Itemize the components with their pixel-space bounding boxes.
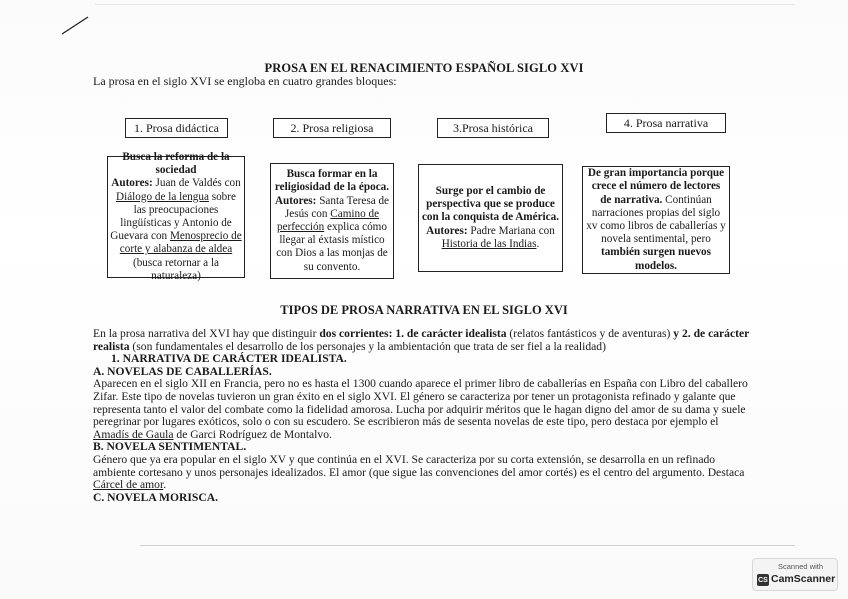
block-heading: Surge por el cambio de perspectiva que se produce con la conquista de América. xyxy=(421,184,560,224)
work-title: Camino de perfección xyxy=(277,207,380,233)
paragraph-sentimental xyxy=(93,454,753,492)
work-title: Cárcel de amor xyxy=(93,478,164,492)
block-heading: Busca formar en la religiosidad de la época. xyxy=(274,168,390,194)
text-span: . xyxy=(163,478,167,492)
block-box-religiosa xyxy=(270,163,394,279)
body-text xyxy=(93,328,753,504)
block-label-didactica: 1. Prosa didáctica xyxy=(125,118,228,138)
text-span: Género que ya era popular en el siglo XV y que continúa en el XVI. Se caracteriza por su corta extensión, se desarrolla en un refinado ambiente cortesano y unos personajes idealizados. El amor (que sigue las convenciones del amor cortés) es el centro del argumento. Destaca xyxy=(93,452,745,479)
paragraph-currents xyxy=(93,328,753,353)
work-title: Historia de las Indias xyxy=(441,237,537,250)
block-text: Padre Mariana con xyxy=(470,224,555,237)
top-scan-edge xyxy=(95,4,795,5)
watermark-caption: Scanned with xyxy=(778,562,824,571)
block-text: sobre las preocupaciones lingüísticas y Antonio de Guevara con xyxy=(110,190,236,243)
text-span: (son fundamentales el desarrollo de los personajes y la ambientación que trata de ser fiel a la realidad) xyxy=(129,339,606,353)
block-text: Continúan narraciones propias del siglo xv como libros de caballerías y novela sentimental, pero xyxy=(586,193,726,246)
heading-sentimental: B. NOVELA SENTIMENTAL. xyxy=(93,440,247,454)
intro-line: La prosa en el siglo XVI se engloba en cuatro grandes bloques: xyxy=(93,74,397,88)
pen-stroke-mark xyxy=(60,14,90,36)
block-label-historica: 3.Prosa histórica xyxy=(437,118,549,138)
block-box-historica xyxy=(418,164,563,272)
block-box-didactica xyxy=(107,150,245,282)
heading-idealista: 1. NARRATIVA DE CARÁCTER IDEALISTA. xyxy=(111,352,347,366)
paragraph-caballerias xyxy=(93,378,753,441)
text-span: de Garci Rodríguez de Montalvo. xyxy=(173,427,332,441)
heading-morisca: C. NOVELA MORISCA. xyxy=(93,490,218,504)
watermark-brand: CamScanner xyxy=(771,573,836,585)
heading-caballerias: A. NOVELAS DE CABALLERÍAS. xyxy=(93,364,272,378)
authors-label: Autores: xyxy=(111,177,156,190)
block-heading: De gran importancia porque crece el número de lectores de narrativa. xyxy=(587,167,725,206)
authors-label: Autores: xyxy=(274,194,320,207)
block-text: (busca retornar a la naturaleza) xyxy=(132,256,220,282)
work-title: Amadís de Gaula xyxy=(93,427,174,441)
block-text: . xyxy=(536,237,540,250)
block-heading: Busca la reforma de la sociedad xyxy=(122,150,230,177)
document-title: PROSA EN EL RENACIMIENTO ESPAÑOL SIGLO XVI xyxy=(264,61,584,75)
text-span: En la prosa narrativa del XVI hay que distinguir xyxy=(93,327,320,340)
block-label-narrativa: 4. Prosa narrativa xyxy=(606,113,726,133)
authors-label: Autores: xyxy=(426,224,471,237)
block-box-narrativa xyxy=(582,166,730,274)
block-text: Juan de Valdés con xyxy=(155,177,241,190)
block-text: explica cómo llegar al éxtasis místico con Dios a las monjas de su convento. xyxy=(276,221,388,273)
section-title: TIPOS DE PROSA NARRATIVA EN EL SIGLO XVI xyxy=(280,303,568,317)
camscanner-logo-icon: CS xyxy=(757,574,769,586)
text-span: Aparecen en el siglo XII en Francia, pero no es hasta el 1300 cuando aparece el primer libro de caballerías en España con Libro del caballero Zifar. Este tipo de novelas tuvieron un gran éxito en el siglo XVI. El género se caracteriza por tener un protagonista refinado y galante que representa tanto el valor del combate como la fidelidad amorosa. Lucha por adquirir méritos que le hagan digno del amor de su dama y suele peregrinar por lugares exóticos, solo o con su escudero. Se escribieron más de sesenta novelas de este tipo, pero destaca por ejemplo el xyxy=(93,377,748,429)
text-span-bold: dos corrientes: 1. de carácter idealista xyxy=(319,327,507,340)
work-title: Menosprecio de corte y alabanza de aldea xyxy=(119,230,242,256)
text-span-bold: y 2. de carácter realista xyxy=(93,327,750,353)
bottom-scan-edge xyxy=(140,545,795,546)
block-text-bold: también surgen nuevos modelos. xyxy=(600,246,712,272)
work-title: Diálogo de la lengua xyxy=(116,190,209,203)
block-label-religiosa: 2. Prosa religiosa xyxy=(273,118,391,138)
text-span: (relatos fantásticos y de aventuras) xyxy=(506,327,674,340)
block-text: Santa Teresa de Jesús con xyxy=(284,194,390,220)
camscanner-watermark xyxy=(752,558,838,591)
